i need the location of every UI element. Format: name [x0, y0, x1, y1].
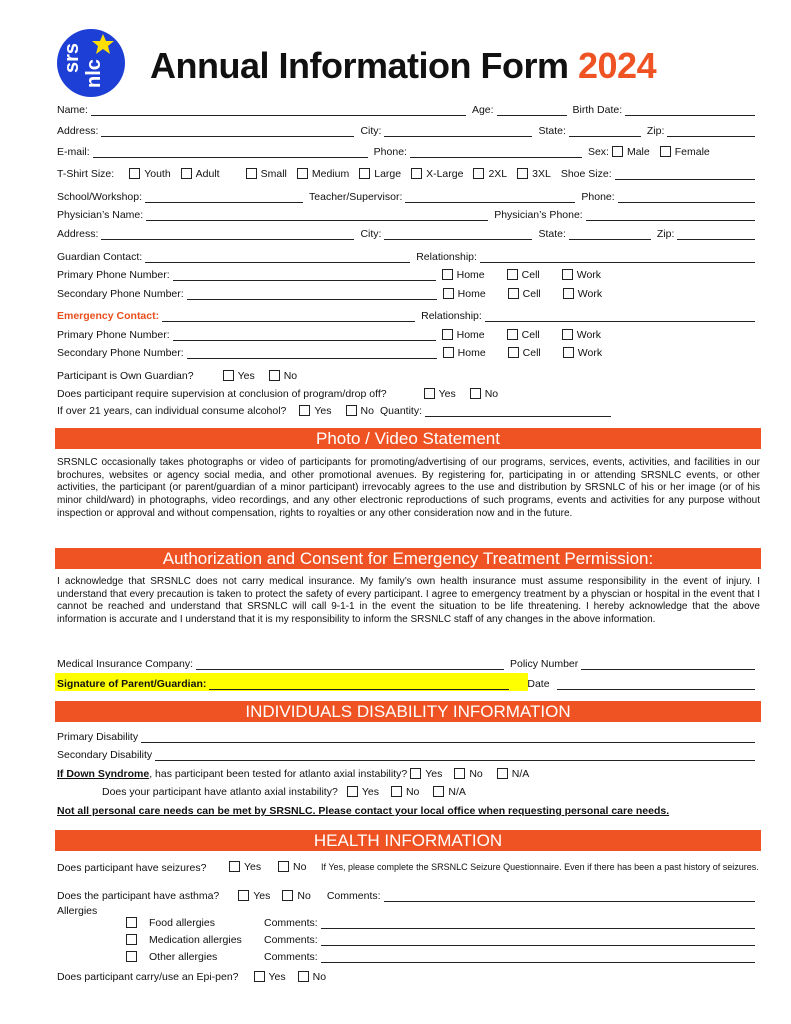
no-label: No [312, 971, 327, 983]
teacher-field[interactable] [405, 191, 575, 203]
photo-video-statement: SRSNLC occasionally takes photographs or video of participants for promoting/advertising of our programs, services, events, activities, and facilities in our brochures, websites or agency social media, and other promotional avenues. By registering for, participating in or attending SRSNLC events, or other activities, the participant (or parent/guardian of a minor participant) irrevocably agrees to the use and distribution by SRSNLC of his or her image (or of his minor child/ward) in photographs, video recordings, and any other electronic reproductions of such programs, events and activities for any purpose without inspection or approval and without compensation, rights to royalties or any other consideration now and in the future. [57, 457, 760, 519]
physician-state-field[interactable] [569, 228, 651, 240]
seizures-no-checkbox[interactable] [278, 861, 289, 872]
down-syndrome-rest: , has participant been tested for atlanto axial instability? [149, 768, 408, 780]
guardian-secondary-field[interactable] [187, 288, 437, 300]
size-large-label: Large [374, 168, 402, 180]
name-field[interactable] [91, 104, 466, 116]
asthma-comments-field[interactable] [384, 890, 755, 902]
physician-city-label: City: [360, 228, 382, 240]
size-3xl-checkbox[interactable] [517, 168, 528, 179]
tested-na-checkbox[interactable] [497, 768, 508, 779]
size-medium-label: Medium [311, 168, 350, 180]
male-label: Male [626, 146, 650, 158]
emergency-secondary-field[interactable] [187, 347, 437, 359]
no-label: No [297, 890, 311, 902]
seizures-label: Does participant have seizures? [57, 862, 207, 874]
asthma-yes-checkbox[interactable] [238, 890, 249, 901]
youth-label: Youth [144, 168, 171, 180]
emergency-relationship-field[interactable] [485, 310, 755, 322]
seizure-questionnaire-note: If Yes, please complete the SRSNLC Seizure Questionnaire. Even if there has been a past history of seizures. [321, 862, 759, 872]
seizures-yes-option [229, 861, 261, 873]
insurance-company-label: Medical Insurance Company: [57, 658, 193, 670]
other-comments-field[interactable] [321, 951, 755, 963]
teacher-label: Teacher/Supervisor: [309, 191, 403, 203]
food-allergies-label: Food allergies [149, 917, 215, 929]
food-comments-field[interactable] [321, 917, 755, 929]
male-checkbox[interactable] [612, 146, 623, 157]
guardian-secondary-label: Secondary Phone Number: [57, 288, 184, 300]
own-guardian-yes-checkbox[interactable] [223, 370, 234, 381]
svg-text:nlc: nlc [83, 59, 105, 88]
work-label: Work [577, 347, 603, 359]
seizures-yes-checkbox[interactable] [229, 861, 240, 872]
secondary-disability-label: Secondary Disability [57, 749, 153, 761]
instability-question: Does your participant have atlanto axial instability? [102, 786, 338, 798]
down-syndrome-bold: If Down Syndrome [57, 768, 150, 780]
phone-label: Phone: [373, 146, 407, 158]
primary-disability-field[interactable] [141, 731, 755, 743]
quantity-label: Quantity: [379, 405, 422, 417]
sex-label: Sex: [587, 146, 609, 158]
medication-comments-field[interactable] [321, 934, 755, 946]
yes-label: Yes [244, 861, 262, 873]
emergency-primary-label: Primary Phone Number: [57, 329, 170, 341]
yes-label: Yes [425, 768, 443, 780]
cell-label: Cell [521, 329, 540, 341]
emergency-primary-cell-checkbox[interactable] [507, 329, 518, 340]
city-field[interactable] [384, 125, 532, 137]
guardian-contact-label: Guardian Contact: [57, 251, 143, 263]
yes-label: Yes [314, 405, 332, 417]
adult-checkbox[interactable] [181, 168, 192, 179]
guardian-primary-field[interactable] [173, 269, 436, 281]
date-field[interactable] [557, 678, 755, 690]
yes-label: Yes [438, 388, 456, 400]
size-2xl-checkbox[interactable] [473, 168, 484, 179]
medication-comments-label: Comments: [264, 934, 318, 946]
consent-statement: I acknowledge that SRSNLC does not carry medical insurance. My family’s own health insurance must assume responsibility in the event of injury. I understand that every precaution is taken to protect the safety of every participant. I agree to emergency treatment by a physcian or hospital in the event that I cannot be reached and understand that SRSNLC will call 9-1-1 in the event the situation to be life threatening. I hereby acknowledge that the above information is accurate and I understand that it is my responsibility to inform the SRSNLC staff of any changes in the above information. [57, 576, 760, 626]
yes-label: Yes [253, 890, 271, 902]
physician-state-label: State: [538, 228, 566, 240]
own-guardian-no-checkbox[interactable] [269, 370, 280, 381]
form-year: 2024 [578, 45, 657, 86]
logo [56, 28, 126, 98]
epipen-label: Does participant carry/use an Epi-pen? [57, 971, 239, 983]
no-label: No [484, 388, 499, 400]
state-field[interactable] [569, 125, 641, 137]
guardian-secondary-work-checkbox[interactable] [563, 288, 574, 299]
size-xlarge-label: X-Large [426, 168, 464, 180]
tested-no-checkbox[interactable] [454, 768, 465, 779]
size-medium-checkbox[interactable] [297, 168, 308, 179]
school-phone-field[interactable] [618, 191, 755, 203]
asthma-comments-label: Comments: [326, 890, 381, 902]
work-label: Work [576, 329, 602, 341]
na-label: N/A [448, 786, 466, 798]
emergency-primary-field[interactable] [173, 329, 436, 341]
supervision-label: Does participant require supervision at conclusion of program/drop off? [57, 388, 387, 400]
alcohol-label: If over 21 years, can individual consume alcohol? [57, 405, 287, 417]
svg-text:srs: srs [61, 42, 83, 73]
emergency-secondary-label: Secondary Phone Number: [57, 347, 184, 359]
age-label: Age: [471, 104, 494, 116]
home-label: Home [457, 347, 486, 359]
state-label: State: [538, 125, 566, 137]
allergies-label: Allergies [57, 905, 98, 917]
alcohol-no-checkbox[interactable] [346, 405, 357, 416]
medication-allergies-label: Medication allergies [149, 934, 242, 946]
physician-address-label: Address: [57, 228, 99, 240]
guardian-primary-label: Primary Phone Number: [57, 269, 170, 281]
form-title: Annual Information Form 2024 [150, 45, 657, 86]
food-allergies-checkbox[interactable] [126, 917, 137, 928]
adult-label: Adult [195, 168, 220, 180]
supervision-no-checkbox[interactable] [470, 388, 481, 399]
emergency-secondary-work-checkbox[interactable] [563, 347, 574, 358]
signature-field[interactable] [209, 678, 509, 690]
down-syndrome-question [57, 768, 410, 780]
food-comments-label: Comments: [264, 917, 318, 929]
physician-name-field[interactable] [146, 209, 488, 221]
other-allergies-label: Other allergies [149, 951, 218, 963]
consent-heading: Authorization and Consent for Emergency Treatment Permission: [55, 548, 761, 569]
instability-na-checkbox[interactable] [433, 786, 444, 797]
medication-allergies-checkbox[interactable] [126, 934, 137, 945]
age-field[interactable] [497, 104, 567, 116]
birth-date-label: Birth Date: [572, 104, 623, 116]
no-label: No [283, 370, 298, 382]
city-label: City: [360, 125, 382, 137]
physician-city-field[interactable] [384, 228, 532, 240]
physician-name-label: Physician’s Name: [57, 209, 144, 221]
no-label: No [293, 861, 307, 873]
disability-heading: INDIVIDUALS DISABILITY INFORMATION [55, 701, 761, 722]
instability-no-checkbox[interactable] [391, 786, 402, 797]
home-label: Home [457, 288, 486, 300]
home-label: Home [456, 269, 485, 281]
seizures-row [57, 860, 761, 886]
yes-label: Yes [268, 971, 286, 983]
epipen-yes-checkbox[interactable] [254, 971, 265, 982]
school-phone-label: Phone: [581, 191, 615, 203]
size-small-checkbox[interactable] [246, 168, 257, 179]
emergency-contact-field[interactable] [162, 310, 415, 322]
no-label: No [469, 768, 483, 780]
guardian-primary-home-checkbox[interactable] [442, 269, 453, 280]
address-label: Address: [57, 125, 99, 137]
guardian-contact-field[interactable] [145, 251, 410, 263]
birth-date-field[interactable] [625, 104, 755, 116]
seizures-no-option [278, 861, 306, 873]
yes-label: Yes [237, 370, 255, 382]
work-label: Work [577, 288, 603, 300]
emergency-secondary-home-checkbox[interactable] [443, 347, 454, 358]
size-xlarge-checkbox[interactable] [411, 168, 422, 179]
female-checkbox[interactable] [660, 146, 671, 157]
zip-field[interactable] [667, 125, 755, 137]
tshirt-label: T-Shirt Size: [57, 168, 115, 180]
emergency-primary-work-checkbox[interactable] [562, 329, 573, 340]
physician-phone-label: Physician’s Phone: [494, 209, 583, 221]
guardian-primary-work-checkbox[interactable] [562, 269, 573, 280]
work-label: Work [576, 269, 602, 281]
cell-label: Cell [522, 347, 541, 359]
health-heading: HEALTH INFORMATION [55, 830, 761, 851]
tested-yes-checkbox[interactable] [410, 768, 421, 779]
guardian-relationship-label: Relationship: [416, 251, 477, 263]
emergency-contact-label: Emergency Contact: [57, 310, 160, 322]
date-label: Date [527, 678, 550, 690]
cell-label: Cell [521, 269, 540, 281]
no-label: No [405, 786, 420, 798]
size-small-label: Small [260, 168, 287, 180]
physician-address-field[interactable] [101, 228, 354, 240]
photo-video-heading: Photo / Video Statement [55, 428, 761, 449]
no-label: No [360, 405, 374, 417]
zip-label: Zip: [646, 125, 665, 137]
emergency-secondary-cell-checkbox[interactable] [508, 347, 519, 358]
instability-yes-checkbox[interactable] [347, 786, 358, 797]
female-label: Female [674, 146, 710, 158]
signature-label: Signature of Parent/Guardian: [57, 678, 207, 690]
home-label: Home [456, 329, 485, 341]
guardian-relationship-field[interactable] [480, 251, 755, 263]
policy-number-field[interactable] [581, 658, 755, 670]
physician-zip-field[interactable] [677, 228, 755, 240]
na-label: N/A [511, 768, 530, 780]
guardian-secondary-home-checkbox[interactable] [443, 288, 454, 299]
quantity-field[interactable] [425, 405, 611, 417]
emergency-primary-home-checkbox[interactable] [442, 329, 453, 340]
shoe-size-label: Shoe Size: [560, 168, 612, 180]
youth-checkbox[interactable] [129, 168, 140, 179]
phone-field[interactable] [410, 146, 582, 158]
secondary-disability-field[interactable] [155, 749, 755, 761]
guardian-primary-cell-checkbox[interactable] [507, 269, 518, 280]
name-label: Name: [57, 104, 88, 116]
insurance-company-field[interactable] [196, 658, 504, 670]
emergency-relationship-label: Relationship: [421, 310, 482, 322]
address-field[interactable] [101, 125, 354, 137]
asthma-no-checkbox[interactable] [282, 890, 293, 901]
email-field[interactable] [93, 146, 368, 158]
email-label: E-mail: [57, 146, 90, 158]
primary-disability-label: Primary Disability [57, 731, 139, 743]
size-large-checkbox[interactable] [359, 168, 370, 179]
size-3xl-label: 3XL [532, 168, 551, 180]
other-comments-label: Comments: [264, 951, 318, 963]
personal-care-note: Not all personal care needs can be met by SRSNLC. Please contact your local office when requesting personal care needs. [57, 805, 670, 817]
own-guardian-label: Participant is Own Guardian? [57, 370, 194, 382]
asthma-label: Does the participant have asthma? [57, 890, 220, 902]
alcohol-yes-checkbox[interactable] [299, 405, 310, 416]
school-label: School/Workshop: [57, 191, 143, 203]
cell-label: Cell [522, 288, 541, 300]
size-2xl-label: 2XL [488, 168, 508, 180]
yes-label: Yes [361, 786, 379, 798]
school-field[interactable] [145, 191, 303, 203]
epipen-no-checkbox[interactable] [298, 971, 309, 982]
other-allergies-checkbox[interactable] [126, 951, 137, 962]
supervision-yes-checkbox[interactable] [424, 388, 435, 399]
physician-phone-field[interactable] [586, 209, 755, 221]
policy-number-label: Policy Number [509, 658, 579, 670]
guardian-secondary-cell-checkbox[interactable] [508, 288, 519, 299]
physician-zip-label: Zip: [656, 228, 675, 240]
shoe-size-field[interactable] [615, 168, 755, 180]
